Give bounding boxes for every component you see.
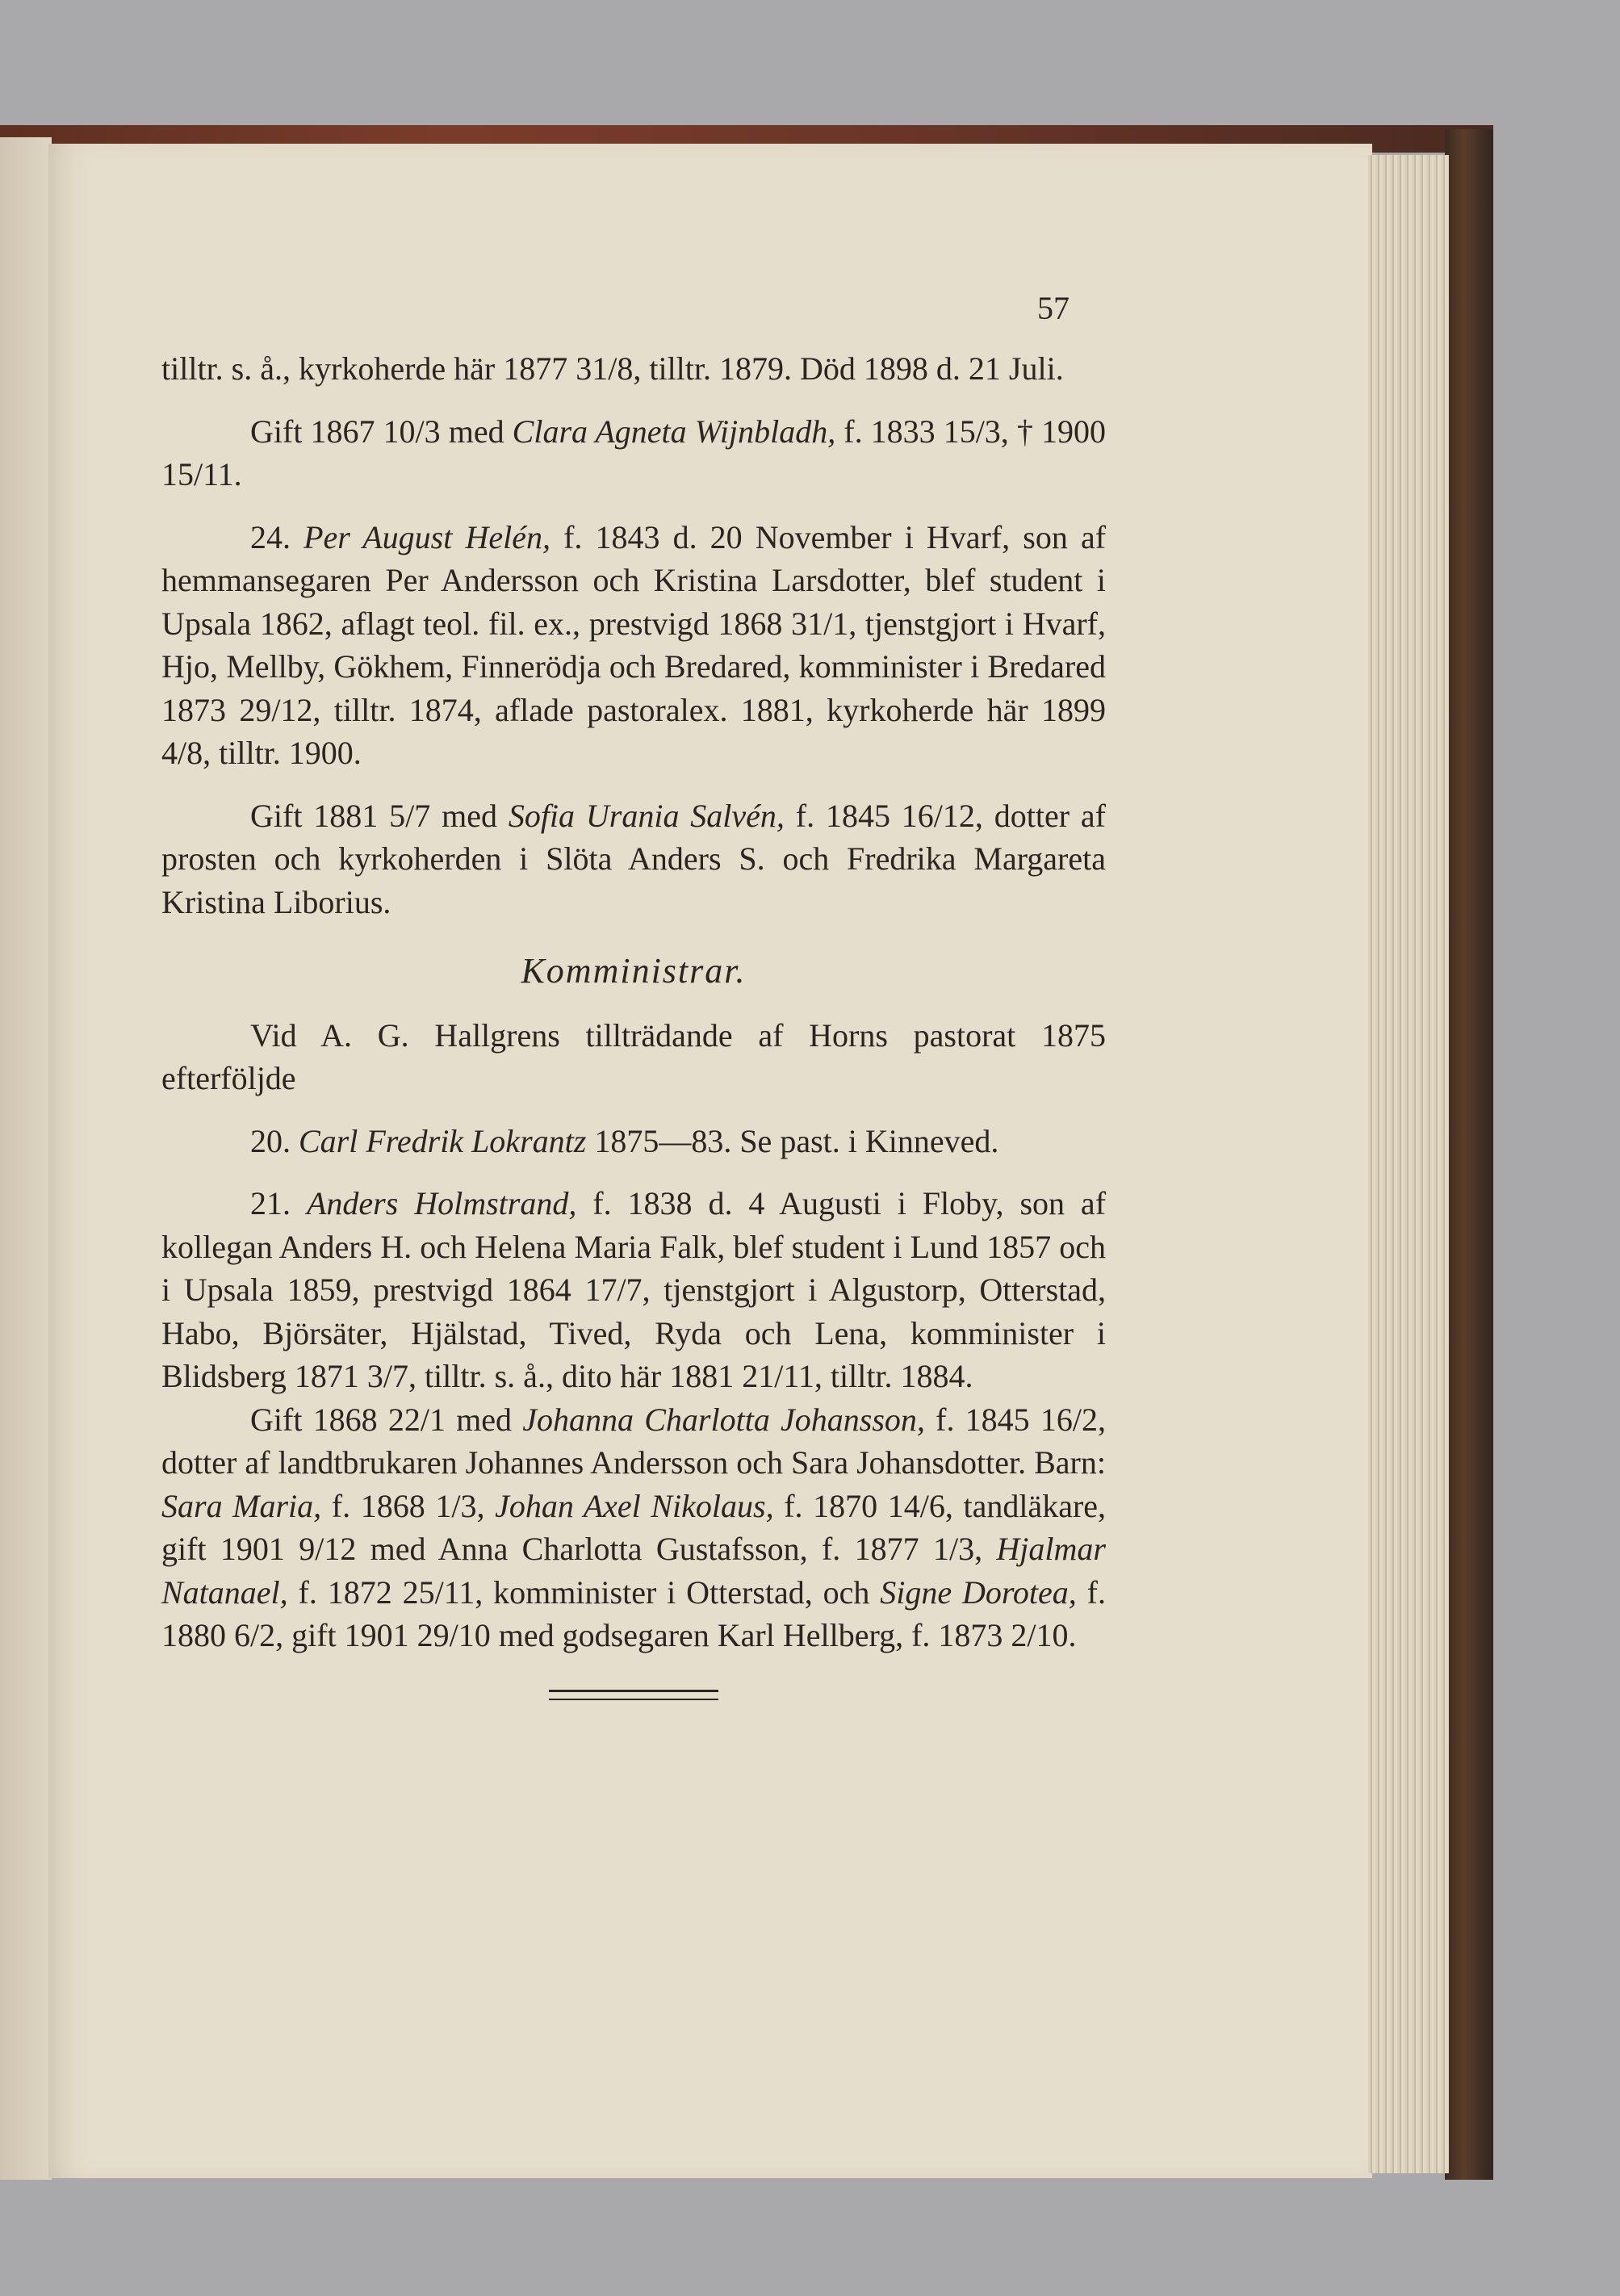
paragraph-7: 21. Anders Holmstrand, f. 1838 d. 4 Augusti i Floby, son af kollegan Anders H. och Helena Maria Falk, blef student i Lund 1857 och i Upsala 1859, prestvigd 1864 17/7, tjenstgjort i Algustorp, Otterstad, Habo, Björsäter, Hjälstad, Tived, Ryda och Lena, komminister i Blidsberg 1871 3/7, tilltr. s. å., dito här 1881 21/11, tilltr. 1884. <box>161 1185 1107 1394</box>
section-heading: Komministrar. <box>521 951 747 991</box>
spouse-name: Clara Agneta Wijnbladh, <box>512 413 836 450</box>
paragraph-6: 20. Carl Fredrik Lokrantz 1875—83. Se past. i Kinneved. <box>250 1122 999 1159</box>
book-cover-right-edge <box>1445 129 1493 2180</box>
spouse-name: Johanna Charlotta Johansson, <box>522 1401 925 1438</box>
paragraph-8: Gift 1868 22/1 med Johanna Charlotta Johansson, f. 1845 16/2, dotter af landtbrukaren Johannes Andersson och Sara Johansdotter. Barn: Sara Maria, f. 1868 1/3, Johan Axel Nikolaus, f. 1870 14/6, tandläkare, gift 1901 9/12 med Anna Charlotta Gustafsson, f. 1877 1/3, Hjalmar Natanael, f. 1872 25/11, komminister i Otterstad, och Signe Dorotea, f. 1880 6/2, gift 1901 29/10 med godsegaren Karl Hellberg, f. 1873 2/10. <box>161 1401 1107 1653</box>
child-name: Johan Axel Nikolaus, <box>495 1487 774 1524</box>
person-name: Anders Holmstrand, <box>306 1185 577 1221</box>
child-name: Hjalmar Natanael, <box>161 1531 1106 1611</box>
person-name: Per August Helén, <box>303 518 550 555</box>
paragraph-4: Gift 1881 5/7 med Sofia Urania Salvén, f. 1845 16/12, dotter af prosten och kyrkoherden i Slöta Anders S. och Fredrika Margareta Kristina Liborius. <box>161 797 1106 920</box>
page-number: 57 <box>1037 290 1070 326</box>
paragraph-5: Vid A. G. Hallgrens tillträdande af Horns pastorat 1875 efterföljde <box>161 1016 1106 1096</box>
left-page-sliver <box>0 137 52 2180</box>
paragraph-1: tilltr. s. å., kyrkoherde här 1877 31/8, tilltr. 1879. Död 1898 d. 21 Juli. <box>161 350 1064 387</box>
end-rule <box>549 1690 718 1700</box>
paragraph-2: Gift 1867 10/3 med Clara Agneta Wijnbladh, f. 1833 15/3, † 1900 15/11. <box>161 413 1106 492</box>
spouse-name: Sofia Urania Salvén, <box>508 797 785 834</box>
page-edges <box>1368 155 1449 2173</box>
child-name: Signe Dorotea, <box>880 1573 1077 1611</box>
person-name: Carl Fredrik Lokrantz <box>299 1122 587 1159</box>
paragraph-3: 24. Per August Helén, f. 1843 d. 20 November i Hvarf, son af hemmansegaren Per Andersson och Kristina Larsdotter, blef student i Upsala 1862, aflagt teol. fil. ex., prestvigd 1868 31/1, tjenstgjort i Hvarf, Hjo, Mellby, Gökhem, Finnerödja och Bredared, komminister i Bredared 1873 29/12, tilltr. 1874, aflade pastoralex. 1881, kyrkoherde här 1899 4/8, tilltr. 1900. <box>161 518 1107 771</box>
page-text <box>161 274 1106 1700</box>
child-name: Sara Maria, <box>161 1487 322 1524</box>
